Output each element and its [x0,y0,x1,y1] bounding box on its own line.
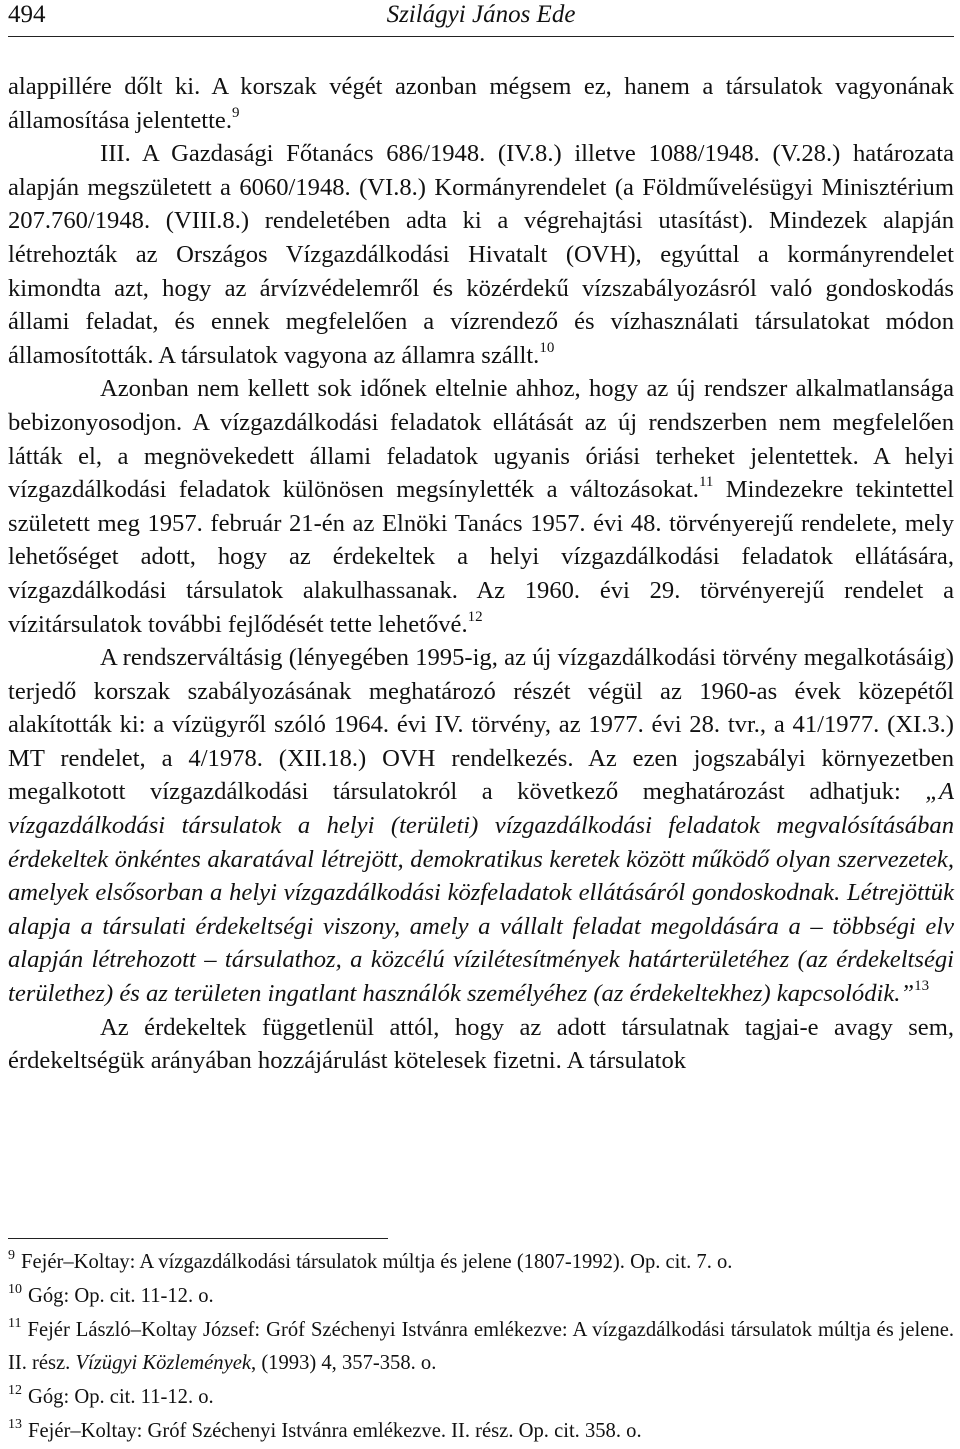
footnote-ref[interactable]: 13 [914,978,930,995]
paragraph: Azonban nem kellett sok időnek eltelnie ahhoz, hogy az új rendszer alkalmatlansága bebizonyosodjon. A vízgazdálkodási feladatok ellátását az új rendszerben nem megfelelően látták el, a megnövekedett állami feladatok ugyanis óriási terheket jelentettek. A helyi vízgazdálkodási feladatok különösen megsínylették a változásokat.$^{11}$ Mindezekre tekintettel született meg 1957. február 21-én az Elnöki Tanács 1957. évi 48. törvényerejű rendelete, mely lehetőséget adott, hogy az érdekeltek a helyi vízgazdálkodási feladatok ellátására, vízgazdálkodási társulatok alakulhassanak. Az 1960. évi 29. törvényerejű rendelet a vízitársulatok további fejlődését tette lehetővé.$^{12}$ [8,375,954,638]
journal-title: Vízügyi Közlemények [75,1352,252,1375]
footnote: $^{10}$ Góg: Op. cit. 11-12. o. [8,1281,214,1307]
paragraph: III. A Gazdasági Főtanács 686/1948. (IV.8.) illetve 1088/1948. (V.28.) határozata alapján megszületett a 6060/1948. (VI.8.) Kormányrendelet (a Földművelésügyi Minisztérium 207.760/1948. (VIII.8.) rendeletében adta ki a végrehajtási utasítást). Mindezek alapján létrehozták az Országos Vízgazdálkodási Hivatalt (OVH), egyúttal a kormányrendelet kimondta azt, hogy az árvízvédelemről és közérdekű vízszabályozásról való gondoskodás állami feladat, és ennek megfelelően a vízrendező és vízhasználati társulatokat módon államosították. A társulatok vagyona az államra szállt.$^{10}$ [8,140,954,369]
footnote: $^9$ Fejér–Koltay: A vízgazdálkodási társulatok múltja és jelene (1807-1992). Op. cit. 7. o. [8,1248,733,1273]
footnote: $^{11}$ Fejér László–Koltay József: Gróf Széchenyi Istvánra emlékezve: A vízgazdálkodási társulatok múltja és jelene. II. rész. Vízügyi Közlemények, (1993) 4, 357-358. o. [8,1315,954,1375]
footnotes [8,1246,954,1449]
footnote-ref[interactable]: 12 [467,608,483,625]
page-number: 494 [8,1,46,28]
footnote-ref[interactable]: 10 [539,339,555,356]
footnote: $^{13}$ Fejér–Koltay: Gróf Széchenyi Istvánra emlékezve. II. rész. Op. cit. 358. o. [8,1416,642,1442]
definition-quote: „A vízgazdálkodási társulatok a helyi (területi) vízgazdálkodási feladatok megvalósításában érdekeltek önkéntes akaratával létrejött, demokratikus keretek között működő olyan szervezetek, amelyek elsősorban a helyi vízgazdálkodási közfeladatok ellátásáról gondoskodnak. Létrejöttük alapja a társulati érdekeltségi viszony, amely a vállalt feladat megoldására a – többségi elv alapján létrehozott – társulathoz, a közcélú vízilétesítmények határterületéhez (az érdekeltségi területhez) és az területen ingatlant használók személyéhez (az érdekeltekhez) kapcsolódik.” [8,778,954,1008]
footnote-separator [8,1238,388,1239]
running-title: Szilágyi János Ede [386,1,576,28]
footnote-ref[interactable]: 9 [232,104,240,121]
paragraph: alappillére dőlt ki. A korszak végét azonban mégsem ez, hanem a társulatok vagyonának államosítása jelentette.$^9$ [8,73,954,134]
paragraph: Az érdekeltek függetlenül attól, hogy az adott társulatnak tagjai-e avagy sem, érdekeltségük arányában hozzájárulást kötelesek fizetni. A társulatok [8,1013,954,1075]
footnote-ref[interactable]: 11 [698,474,714,491]
running-header [8,0,954,37]
paragraph: A rendszerváltásig (lényegében 1995-ig, az új vízgazdálkodási törvény megalkotásáig) terjedő korszak szabályozásának meghatározó részét végül az 1960-as évek közepétől alakították ki: a vízügyről szóló 1964. évi IV. törvény, az 1977. évi 28. tvr., a 41/1977. (XI.3.) MT rendelet, a 4/1978. (XII.18.) OVH rendelkezés. Az ezen jogszabályi környezetben megalkotott vízgazdálkodási társulatokról a következő meghatározást adhatjuk: „A vízgazdálkodási társulatok a helyi (területi) vízgazdálkodási feladatok megvalósításában érdekeltek önkéntes akaratával létrejött, demokratikus keretek között működő olyan szervezetek, amelyek elsősorban a helyi vízgazdálkodási közfeladatok ellátásáról gondoskodnak. Létrejöttük alapja a társulati érdekeltségi viszony, amely a vállalt feladat megoldására a – többségi elv alapján létrehozott – társulathoz, a közcélú vízilétesítmények határterületéhez (az érdekeltségi területhez) és az területen ingatlant használók személyéhez (az érdekeltekhez) kapcsolódik.”$^{13}$ [8,644,954,1008]
footnote: $^{12}$ Góg: Op. cit. 11-12. o. [8,1383,214,1409]
main-text [8,70,954,1078]
